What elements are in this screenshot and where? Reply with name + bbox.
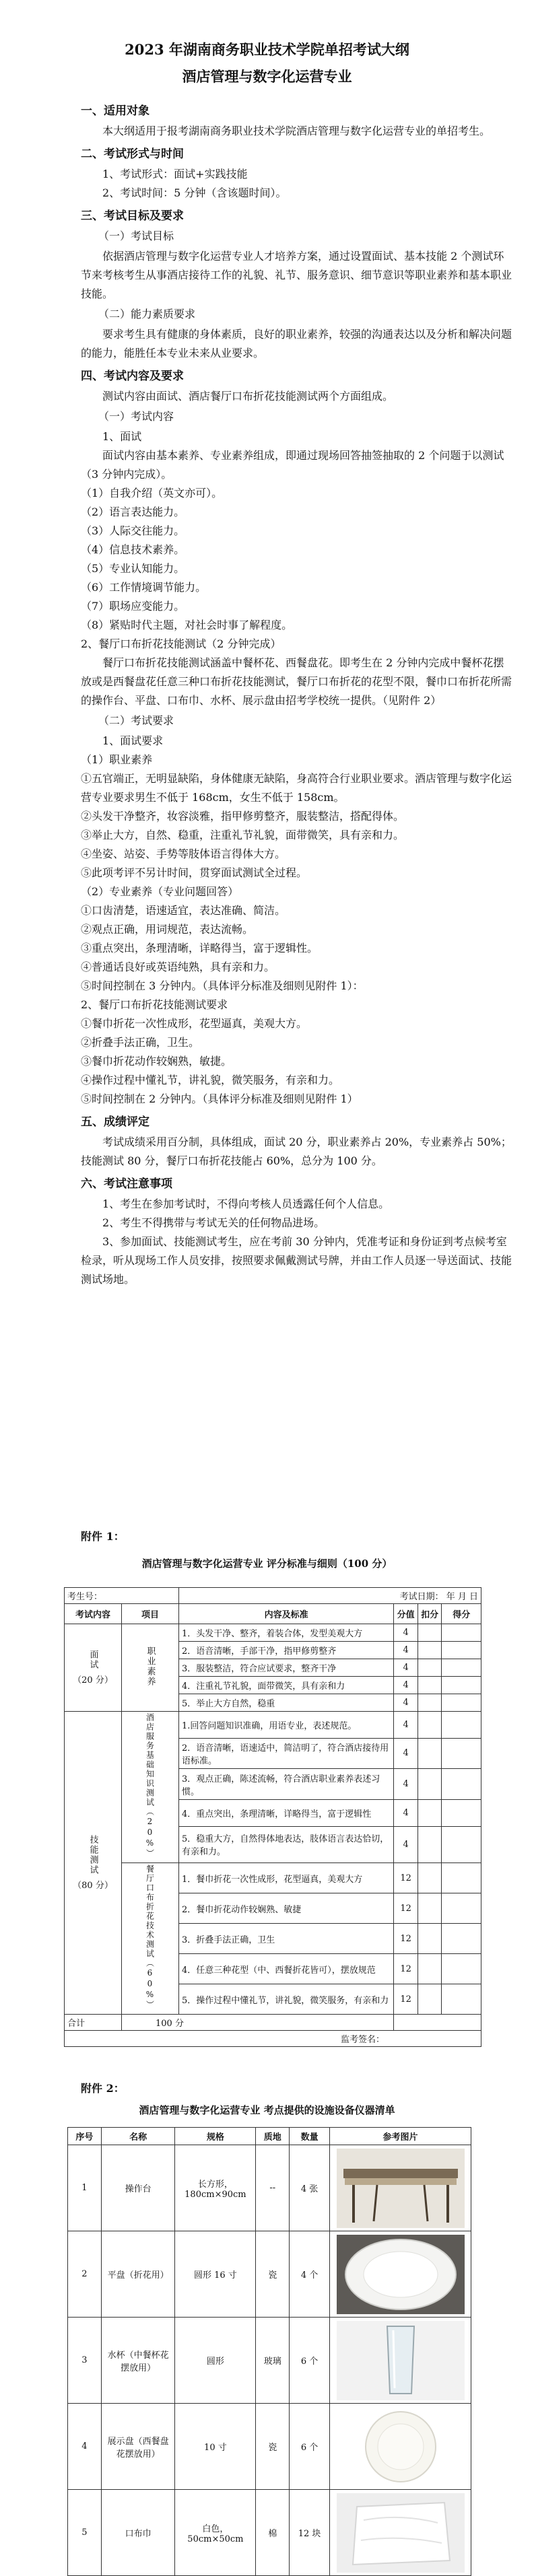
criteria-cell: 5．操作过程中懂礼节，讲礼貌，微笑服务，有亲和力 [179, 1984, 394, 2015]
row-number: 2 [68, 2231, 102, 2318]
earned-cell [442, 1954, 481, 1984]
deduct-cell [418, 1984, 441, 2015]
row-number: 5 [68, 2490, 102, 2576]
s4-item-b1: 1、面试要求 [102, 734, 164, 747]
attach2-label: 附件 2： [81, 2082, 125, 2095]
earned-cell [442, 1642, 481, 1659]
item-qty: 4 张 [290, 2145, 330, 2231]
s4-list3-item: ③重点突出，条理清晰，详略得当，富于逻辑性。 [81, 942, 319, 954]
table-row [68, 2231, 471, 2318]
header-cell: 内容及标准 [179, 1604, 394, 1624]
s4-sub-1: （一）考试内容 [98, 410, 174, 423]
section-heading-1: 一、适用对象 [81, 104, 149, 118]
earned-cell [442, 1738, 481, 1769]
glass-image [337, 2321, 465, 2400]
plate-image [337, 2235, 465, 2314]
document-subtitle: 酒店管理与数字化运营专业 [182, 68, 352, 85]
exam-date-label: 考试日期： [399, 1592, 444, 1602]
section-heading-2: 二、考试形式与时间 [81, 147, 184, 161]
s4-item-a2: 2、餐厅口布折花技能测试（2 分钟完成） [81, 637, 281, 650]
row-number: 3 [68, 2318, 102, 2404]
s6-item-3: 3、参加面试、技能测试考生，应在考前 30 分钟内，凭准考证和身份证到考点候考室检录，听从现场工作人员安排，按照要求佩戴测试号牌，并由工作人员逐一导送面试、技能测试场地。 [81, 1235, 512, 1286]
earned-cell [442, 1694, 481, 1712]
criteria-cell: 5．举止大方自然，稳重 [179, 1694, 394, 1712]
deduct-cell [418, 1800, 441, 1827]
s4-list-4 [81, 1014, 512, 1109]
score-cell: 4 [394, 1659, 418, 1677]
header-cell: 考试内容 [65, 1604, 122, 1624]
criteria-cell: 2．语音清晰，语速适中，简洁明了，符合酒店接待用语标准。 [179, 1738, 394, 1769]
earned-cell [442, 1984, 481, 2015]
score-cell: 4 [394, 1738, 418, 1769]
item-material: 棉 [256, 2490, 290, 2576]
interview-points: （20 分） [73, 1675, 113, 1685]
s4-list2-item: ②头发干净整齐，妆容淡雅，指甲修剪整齐，服装整洁，搭配得体。 [81, 810, 405, 823]
exam-number-label: 考生号： [67, 1592, 103, 1602]
header-cell: 名称 [101, 2128, 175, 2145]
item-name: 展示盘（西餐盘花摆放用） [101, 2404, 175, 2490]
deduct-cell [418, 1769, 441, 1800]
score-cell: 4 [394, 1677, 418, 1694]
skill-cell [65, 1712, 122, 2015]
exam-number-cell [65, 1588, 179, 1604]
exam-date-blank: 年 月 日 [446, 1592, 478, 1602]
criteria-cell: 3．服装整洁，符合应试要求，整齐干净 [179, 1659, 394, 1677]
deduct-cell [418, 1954, 441, 1984]
score-cell: 12 [394, 1893, 418, 1924]
deduct-cell [418, 1659, 441, 1677]
table-image [330, 2145, 471, 2231]
header-cell: 得分 [442, 1604, 481, 1624]
s3-paragraph-1: 依据酒店管理与数字化运营专业人才培养方案，通过设置面试、基本技能 2 个测试环节来考核考生从事酒店接待工作的礼貌、礼节、服务意识、细节意识等职业素养和基本职业技能。 [81, 250, 512, 300]
interview-label: 面试 [88, 1650, 98, 1670]
score-cell: 4 [394, 1694, 418, 1712]
criteria-cell: 2．餐巾折花动作较娴熟、敏捷 [179, 1893, 394, 1924]
criteria-cell: 4．任意三种花型（中、西餐折花皆可），摆放规范 [179, 1954, 394, 1984]
glass-image [330, 2318, 471, 2404]
blank-cell [394, 2015, 481, 2031]
s4-sub-2: （二）考试要求 [98, 714, 174, 727]
item-qty: 12 块 [290, 2490, 330, 2576]
s4-list1-item: （8）紧贴时代主题，对社会时事了解程度。 [81, 619, 293, 631]
deduct-cell [418, 1642, 441, 1659]
criteria-cell: 3．观点正确，陈述流畅，符合酒店职业素养表述习惯。 [179, 1769, 394, 1800]
prof-label: 职业素养 [145, 1646, 156, 1687]
knowledge-cell [122, 1712, 179, 1863]
skill-label: 技能测试 [88, 1835, 98, 1875]
examiner-cell [65, 2031, 481, 2047]
folding-cell [122, 1863, 179, 2015]
item-spec: 圆形 16 寸 [175, 2231, 256, 2318]
criteria-cell: 1．餐巾折花一次性成形，花型逼真，美观大方 [179, 1863, 394, 1893]
earned-cell [442, 1769, 481, 1800]
row-number: 1 [68, 2145, 102, 2231]
score-cell: 12 [394, 1924, 418, 1954]
s2-item-1: 1、考试形式：面试+实践技能 [102, 168, 248, 180]
header-cell: 参考图片 [330, 2128, 471, 2145]
deduct-cell [418, 1863, 441, 1893]
s3-sub-2: （二）能力素质要求 [98, 308, 196, 320]
s4-list-1 [81, 484, 512, 635]
score-cell: 4 [394, 1624, 418, 1642]
earned-cell [442, 1924, 481, 1954]
criteria-cell: 1．头发干净、整齐，着装合体，发型美观大方 [179, 1624, 394, 1642]
header-cell: 数量 [290, 2128, 330, 2145]
exam-date-cell [179, 1588, 481, 1604]
earned-cell [442, 1863, 481, 1893]
s4-list1-item: （3）人际交往能力。 [81, 524, 185, 537]
criteria-cell: 4．注重礼节礼貌，面带微笑，具有亲和力 [179, 1677, 394, 1694]
earned-cell [442, 1800, 481, 1827]
section-heading-6: 六、考试注意事项 [81, 1177, 172, 1191]
s4-list4-item: ②折叠手法正确，卫生。 [81, 1036, 200, 1049]
deduct-cell [418, 1893, 441, 1924]
s2-item-2: 2、考试时间：5 分钟（含该题时间）。 [102, 186, 287, 199]
header-cell: 规格 [175, 2128, 256, 2145]
napkin-image [330, 2490, 471, 2576]
s4-item-a1: 1、面试 [102, 430, 142, 443]
section-heading-3: 三、考试目标及要求 [81, 209, 184, 223]
row-number: 4 [68, 2404, 102, 2490]
score-cell: 4 [394, 1642, 418, 1659]
criteria-cell: 1.回答问题知识准确，用语专业，表述规范。 [179, 1712, 394, 1739]
s4-list4-item: ①餐巾折花一次性成形，花型逼真，美观大方。 [81, 1017, 308, 1030]
document-title: 2023 年湖南商务职业技术学院单招考试大纲 [125, 41, 409, 58]
score-cell: 4 [394, 1712, 418, 1739]
criteria-cell: 4．重点突出，条理清晰，详略得当，富于逻辑性 [179, 1800, 394, 1827]
deduct-cell [418, 1712, 441, 1739]
skill-points: （80 分） [73, 1881, 113, 1891]
equipment-table [67, 2127, 471, 2576]
s4-list3-item: ⑤时间控制在 3 分钟内。（具体评分标准及细则见附件 1）： [81, 979, 364, 992]
section-heading-4: 四、考试内容及要求 [81, 370, 184, 383]
score-cell: 12 [394, 1984, 418, 2015]
item-qty: 4 个 [290, 2231, 330, 2318]
deduct-cell [418, 1826, 441, 1863]
earned-cell [442, 1677, 481, 1694]
s4-paragraph-1: 面试内容由基本素养、专业素养组成，即通过现场回答抽签抽取的 2 个问题于以测试（3 分钟内完成）。 [81, 449, 504, 481]
napkin-image [337, 2493, 465, 2573]
earned-cell [442, 1624, 481, 1642]
item-material: 玻璃 [256, 2318, 290, 2404]
s4-list1-item: （4）信息技术素养。 [81, 543, 185, 556]
header-cell: 分值 [394, 1604, 418, 1624]
s4-list3-item: ④普通话良好或英语纯熟，具有亲和力。 [81, 961, 275, 973]
item-spec: 长方形，180cm×90cm [175, 2145, 256, 2231]
s6-item-2: 2、考生不得携带与考试无关的任何物品进场。 [102, 1216, 325, 1229]
s4-list2-item: ③举止大方，自然、稳重，注重礼节礼貌，面带微笑，具有亲和力。 [81, 829, 405, 841]
s4-list2-item: ⑤此项考评不另计时间，贯穿面试测试全过程。 [81, 866, 308, 879]
s4-list1-item: （1）自我介绍（英文亦可）。 [81, 487, 223, 499]
item-name: 口布巾 [101, 2490, 175, 2576]
s4-list4-item: ③餐巾折花动作较娴熟，敏捷。 [81, 1055, 232, 1068]
section-block-1 [81, 98, 512, 1289]
s4-item-b1b: （2）专业素养（专业问题回答） [81, 885, 239, 898]
s4-list1-item: （6）工作情境调节能力。 [81, 581, 207, 594]
score-cell: 4 [394, 1826, 418, 1863]
s4-list-2 [81, 769, 512, 882]
s4-item-b2: 2、餐厅口布折花技能测试要求 [81, 998, 228, 1011]
earned-cell [442, 1893, 481, 1924]
item-name: 平盘（折花用） [101, 2231, 175, 2318]
header-cell: 扣分 [418, 1604, 441, 1624]
s4-list2-item: ④坐姿、站姿、手势等肢体语言得体大方。 [81, 847, 286, 860]
attach1-title: 酒店管理与数字化运营专业 评分标准与细则（100 分） [141, 1558, 393, 1570]
table-row [68, 2490, 471, 2576]
folding-label: 餐厅口布折花技术测试（60%） [145, 1865, 155, 2010]
score-cell: 4 [394, 1800, 418, 1827]
score-cell: 12 [394, 1863, 418, 1893]
examiner-label: 监考签名： [341, 2035, 385, 2045]
deduct-cell [418, 1677, 441, 1694]
header-cell: 项目 [122, 1604, 179, 1624]
header-cell: 质地 [256, 2128, 290, 2145]
criteria-cell: 2．语音清晰，手部干净，指甲修剪整齐 [179, 1642, 394, 1659]
item-spec: 圆形 [175, 2318, 256, 2404]
item-spec: 10 寸 [175, 2404, 256, 2490]
item-name: 水杯（中餐杯花摆放用） [101, 2318, 175, 2404]
s4-paragraph-2: 餐厅口布折花技能测试涵盖中餐杯花、西餐盘花。即考生在 2 分钟内完成中餐杯花摆放或是西餐盘花任意三种口布折花技能测试，餐厅口布折花的花型不限，餐巾口布折花所需的操作台、平盘、口布巾、水杯、展示盘由招考学校统一提供。（见附件 2） [81, 656, 512, 707]
table-row [68, 2318, 471, 2404]
display-plate-image [330, 2404, 471, 2490]
interview-cell [65, 1624, 122, 1712]
total-value-cell: 100 分 [122, 2015, 394, 2031]
item-material: 瓷 [256, 2231, 290, 2318]
item-qty: 6 个 [290, 2404, 330, 2490]
s4-item-b1a: （1）职业素养 [81, 753, 153, 766]
attach1-label: 附件 1： [81, 1530, 125, 1543]
score-cell: 12 [394, 1954, 418, 1984]
s3-sub-1: （一）考试目标 [98, 230, 174, 242]
earned-cell [442, 1712, 481, 1739]
s6-item-1: 1、考生在参加考试时，不得向考核人员透露任何个人信息。 [102, 1197, 390, 1210]
s4-list1-item: （2）语言表达能力。 [81, 506, 185, 518]
display-plate-image [337, 2407, 465, 2486]
item-material: -- [256, 2145, 290, 2231]
table-image [337, 2149, 465, 2228]
earned-cell [442, 1659, 481, 1677]
section-text-1: 本大纲适用于报考湖南商务职业技术学院酒店管理与数字化运营专业的单招考生。 [102, 125, 491, 137]
scoring-table [64, 1587, 481, 2047]
table-row [68, 2404, 471, 2490]
knowledge-label: 酒店服务基础知识测试（20%） [145, 1713, 155, 1858]
item-material: 瓷 [256, 2404, 290, 2490]
deduct-cell [418, 1694, 441, 1712]
plate-image [330, 2231, 471, 2318]
item-qty: 6 个 [290, 2318, 330, 2404]
earned-cell [442, 1826, 481, 1863]
total-label-cell: 合计 [65, 2015, 122, 2031]
s4-list-3 [81, 901, 512, 996]
item-name: 操作台 [101, 2145, 175, 2231]
table-row [68, 2145, 471, 2231]
item-spec: 白色，50cm×50cm [175, 2490, 256, 2576]
deduct-cell [418, 1924, 441, 1954]
header-cell: 序号 [68, 2128, 102, 2145]
s4-list3-item: ②观点正确，用词规范，表达流畅。 [81, 923, 254, 936]
score-cell: 4 [394, 1769, 418, 1800]
criteria-cell: 3．折叠手法正确，卫生 [179, 1924, 394, 1954]
s4-list1-item: （7）职场应变能力。 [81, 600, 185, 613]
s3-paragraph-2: 要求考生具有健康的身体素质，良好的职业素养，较强的沟通表达以及分析和解决问题的能力，能胜任本专业未来从业要求。 [81, 328, 512, 359]
prof-cell [122, 1624, 179, 1712]
s4-list4-item: ④操作过程中懂礼节，讲礼貌，微笑服务，有亲和力。 [81, 1074, 340, 1086]
deduct-cell [418, 1624, 441, 1642]
attach2-title: 酒店管理与数字化运营专业 考点提供的设施设备仪器清单 [139, 2104, 395, 2116]
s4-list1-item: （5）专业认知能力。 [81, 562, 185, 575]
s5-paragraph: 考试成绩采用百分制，具体组成，面试 20 分，职业素养占 20%，专业素养占 50%；技能测试 80 分，餐厅口布折花技能占 60%，总分为 100 分。 [81, 1136, 512, 1167]
s4-paragraph-0: 测试内容由面试、酒店餐厅口布折花技能测试两个方面组成。 [102, 390, 394, 403]
s4-list2-item: ①五官端正，无明显缺陷，身体健康无缺陷，身高符合行业职业要求。酒店管理与数字化运营专业要求男生不低于 168cm，女生不低于 158cm。 [81, 772, 512, 804]
section-heading-5: 五、成绩评定 [81, 1115, 149, 1129]
s4-list4-item: ⑤时间控制在 2 分钟内。（具体评分标准及细则见附件 1） [81, 1092, 358, 1105]
deduct-cell [418, 1738, 441, 1769]
s4-list3-item: ①口齿清楚，语速适宜，表达准确、简洁。 [81, 904, 286, 917]
criteria-cell: 5．稳重大方，自然得体地表达，肢体语言表达恰切，有亲和力。 [179, 1826, 394, 1863]
